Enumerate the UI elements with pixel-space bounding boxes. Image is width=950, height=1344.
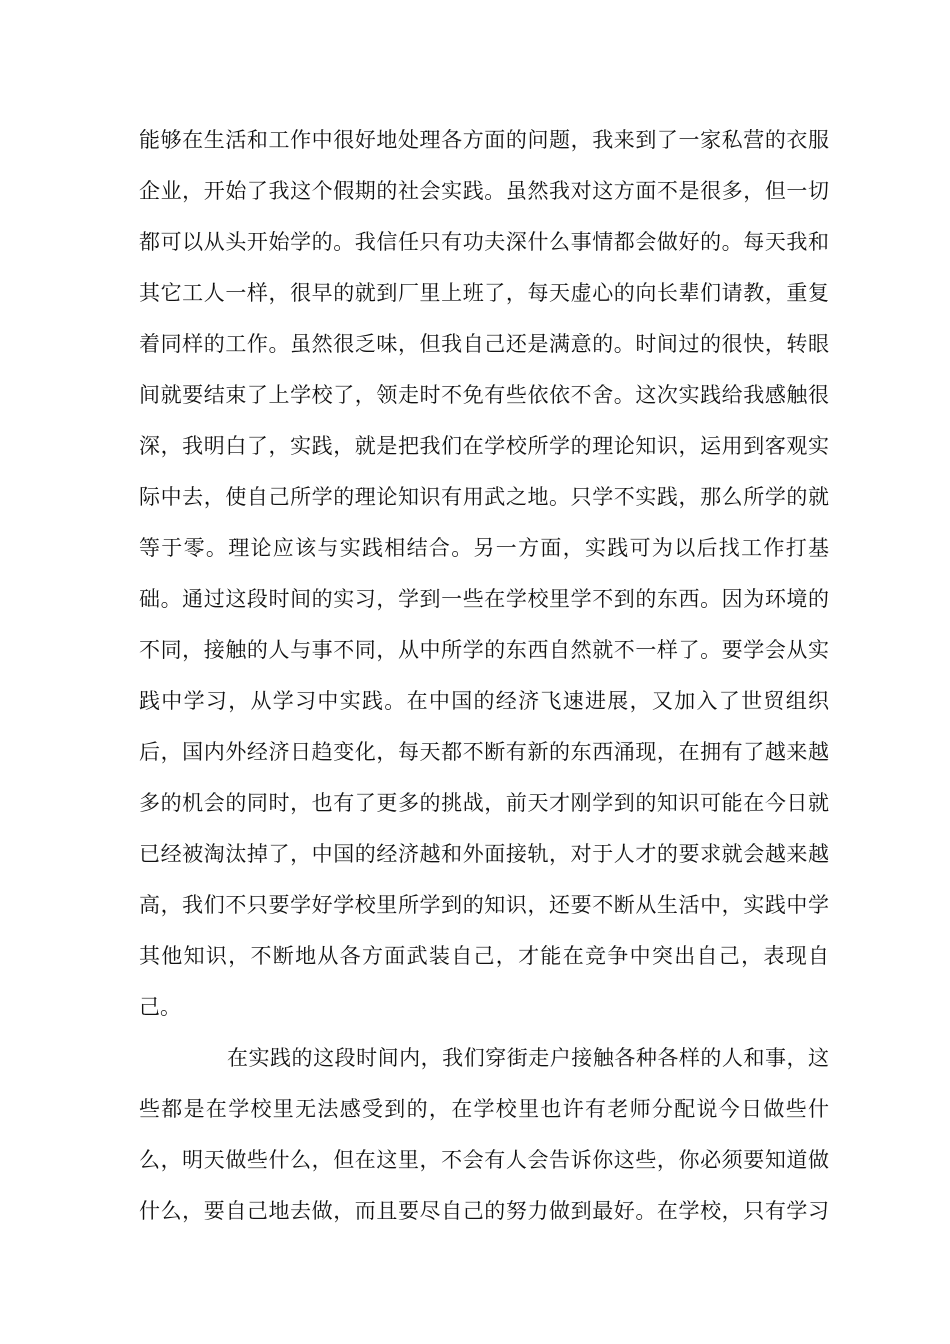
paragraph-1-line: 着同样的工作。虽然很乏味，但我自己还是满意的。时间过的很快，转眼 (139, 332, 829, 356)
paragraph-1-line: 础。通过这段时间的实习，学到一些在学校里学不到的东西。因为环境的 (139, 587, 829, 611)
paragraph-1-line: 高，我们不只要学好学校里所学到的知识，还要不断从生活中，实践中学 (139, 893, 829, 917)
paragraph-1-line: 己。 (139, 995, 181, 1019)
paragraph-2-line: 什么，要自己地去做，而且要尽自己的努力做到最好。在学校，只有学习 (139, 1199, 829, 1223)
paragraph-1-line: 能够在生活和工作中很好地处理各方面的问题，我来到了一家私营的衣服 (139, 128, 829, 152)
paragraph-1-line: 后，国内外经济日趋变化，每天都不断有新的东西涌现，在拥有了越来越 (139, 740, 829, 764)
paragraph-1-line: 间就要结束了上学校了，领走时不免有些依依不舍。这次实践给我感触很 (139, 383, 829, 407)
paragraph-1-line: 际中去，使自己所学的理论知识有用武之地。只学不实践，那么所学的就 (139, 485, 829, 509)
paragraph-2-line: 在实践的这段时间内，我们穿街走户接触各种各样的人和事，这 (227, 1046, 829, 1070)
paragraph-1-line: 深，我明白了，实践，就是把我们在学校所学的理论知识，运用到客观实 (139, 434, 829, 458)
paragraph-1-line: 其它工人一样，很早的就到厂里上班了，每天虚心的向长辈们请教，重复 (139, 281, 829, 305)
paragraph-1-line: 企业，开始了我这个假期的社会实践。虽然我对这方面不是很多，但一切 (139, 179, 829, 203)
paragraph-1-line: 践中学习，从学习中实践。在中国的经济飞速进展，又加入了世贸组织 (139, 689, 829, 713)
paragraph-1-line: 其他知识，不断地从各方面武装自己，才能在竞争中突出自己，表现自 (139, 944, 829, 968)
paragraph-1-line: 多的机会的同时，也有了更多的挑战，前天才刚学到的知识可能在今日就 (139, 791, 829, 815)
paragraph-1-line: 不同，接触的人与事不同，从中所学的东西自然就不一样了。要学会从实 (139, 638, 829, 662)
paragraph-2-line: 些都是在学校里无法感受到的，在学校里也许有老师分配说今日做些什 (139, 1097, 829, 1121)
paragraph-1-line: 等于零。理论应该与实践相结合。另一方面，实践可为以后找工作打基 (139, 536, 829, 560)
paragraph-1-line: 已经被淘汰掉了，中国的经济越和外面接轨，对于人才的要求就会越来越 (139, 842, 829, 866)
paragraph-1-line: 都可以从头开始学的。我信任只有功夫深什么事情都会做好的。每天我和 (139, 230, 829, 254)
paragraph-2-line: 么，明天做些什么，但在这里，不会有人会告诉你这些，你必须要知道做 (139, 1148, 829, 1172)
